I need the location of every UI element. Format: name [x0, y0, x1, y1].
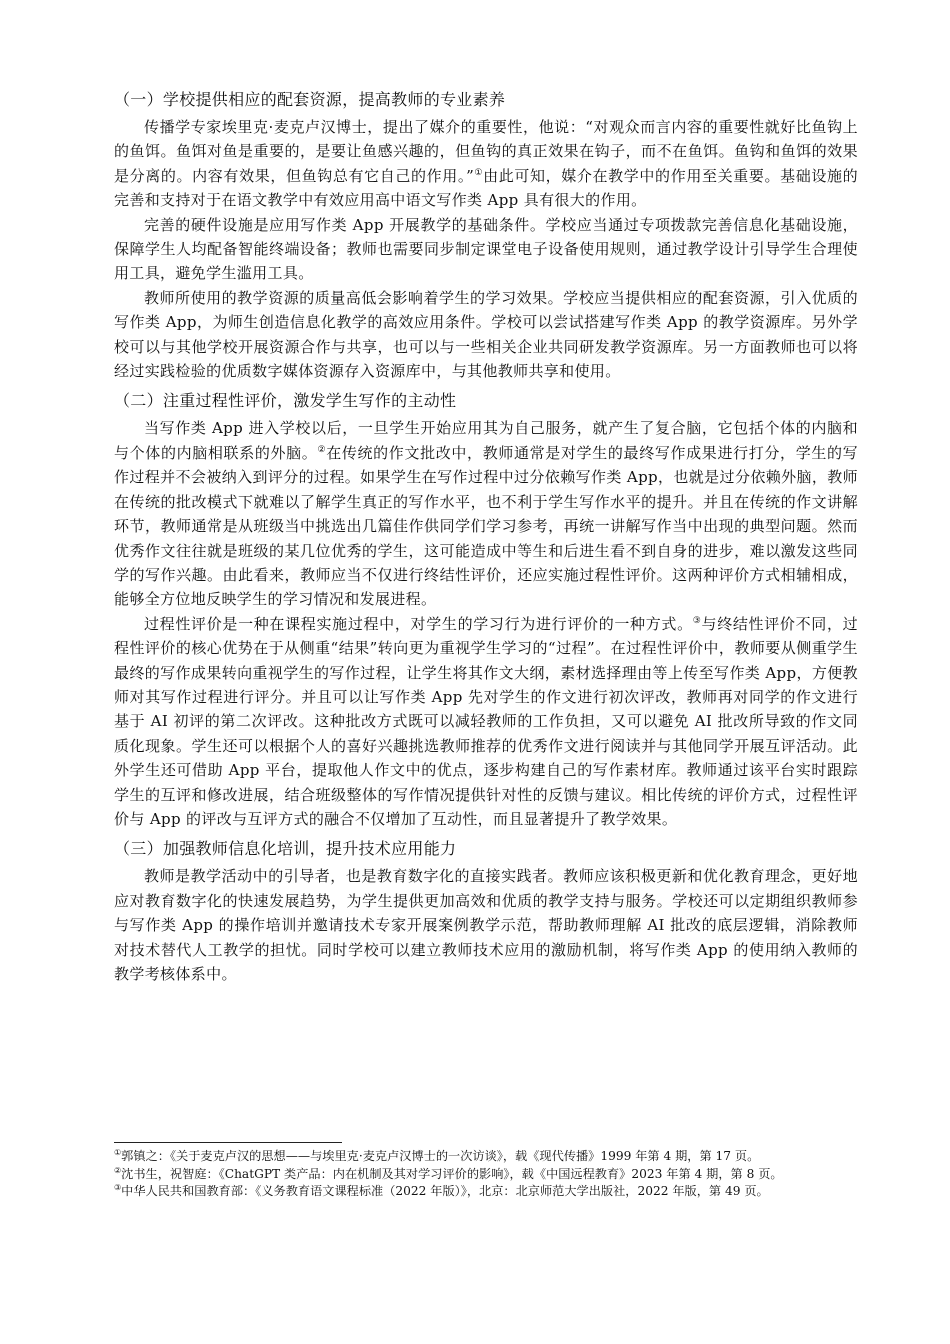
- section-2: [114, 389, 858, 831]
- section-heading: （三）加强教师信息化培训，提升技术应用能力: [114, 839, 457, 859]
- footnote-ref[interactable]: ①: [474, 167, 484, 178]
- footnote-mark: ②: [114, 1165, 122, 1175]
- paragraph: 当写作类 App 进入学校以后，一旦学生开始应用其为自己服务，就产生了复合脑，它包括个体的内脑和与个体的内脑相联系的外脑。②在传统的作文批改中，教师通常是对学生的最终写作成果进行打分，学生的写作过程并不会被纳入到评分的过程。如果学生在写作过程中过分依赖写作类 App，也就是过分依赖外脑，教师在传统的批改模式下就难以了解学生真正的写作水平，也不利于学生写作水平的提升。并且在传统的作文讲解环节，教师通常是从班级当中挑选出几篇佳作供同学们学习参考，再统一讲解写作当中出现的典型问题。然而优秀作文往往就是班级的某几位优秀的学生，这可能造成中等生和后进生看不到自身的进步，难以激发这些同学的写作兴趣。由此看来，教师应当不仅进行终结性评价，还应实施过程性评价。这两种评价方式相辅相成，能够全方位地反映学生的学习情况和发展进程。: [114, 419, 858, 609]
- footnote-item: ②沈书生，祝智庭：《ChatGPT 类产品：内在机制及其对学习评价的影响》，载《中国远程教育》2023 年第 4 期，第 8 页。: [114, 1165, 783, 1181]
- paragraph: 过程性评价是一种在课程实施过程中，对学生的学习行为进行评价的一种方式。③与终结性评价不同，过程性评价的核心优势在于从侧重“结果”转向更为重视学生学习的“过程”。在过程性评价中，教师要从侧重学生最终的写作成果转向重视学生的写作过程，让学生将其作文大纲，素材选择理由等上传至写作类 App，方便教师对其写作过程进行评分。并且可以让写作类 App 先对学生的作文进行初次评改，教师再对同学的作文进行基于 AI 初评的第二次评改。这种批改方式既可以减轻教师的工作负担，又可以避免 AI 批改所导致的作文同质化现象。学生还可以根据个人的喜好兴趣挑选教师推荐的优秀作文进行阅读并与其他同学开展互评活动。此外学生还可借助 App 平台，提取他人作文中的优点，逐步构建自己的写作素材库。教师通过该平台实时跟踪学生的互评和修改进展，结合班级整体的写作情况提供针对性的反馈与建议。相比传统的评价方式，过程性评价与 App 的评改与互评方式的融合不仅增加了互动性，而且显著提升了教学效果。: [114, 614, 858, 828]
- section-1: [114, 88, 858, 383]
- paragraph: 教师是教学活动中的引导者，也是教育数字化的直接实践者。教师应该积极更新和优化教育理念，更好地应对教育数字化的快速发展趋势，为学生提供更加高效和优质的教学支持与服务。学校还可以定期组织教师参与写作类 App 的操作培训并邀请技术专家开展案例教学示范，帮助教师理解 AI 批改的底层逻辑，消除教师对技术替代人工教学的担忧。同时学校可以建立教师技术应用的激励机制，将写作类 App 的使用纳入教师的教学考核体系中。: [114, 867, 858, 983]
- paragraph: 完善的硬件设施是应用写作类 App 开展教学的基础条件。学校应当通过专项拨款完善信息化基础设施，保障学生人均配备智能终端设备；教师也需要同步制定课堂电子设备使用规则，通过教学设计引导学生合理使用工具，避免学生滥用工具。: [114, 215, 858, 283]
- section-3: [114, 837, 858, 986]
- footnote-ref[interactable]: ③: [692, 615, 702, 626]
- footnote-ref[interactable]: ②: [317, 444, 327, 455]
- footnotes: [114, 1142, 858, 1202]
- footnote-item: ①郭镇之：《关于麦克卢汉的思想——与埃里克·麦克卢汉博士的一次访谈》，载《现代传播》1999 年第 4 期，第 17 页。: [114, 1147, 760, 1163]
- paragraph: 教师所使用的教学资源的质量高低会影响着学生的学习效果。学校应当提供相应的配套资源，引入优质的写作类 App，为师生创造信息化教学的高效应用条件。学校可以尝试搭建写作类 App 的教学资源库。另外学校可以与其他学校开展资源合作与共享，也可以与一些相关企业共同研发教学资源库。另一方面教师也可以将经过实践检验的优质数字媒体资源存入资源库中，与其他教师共享和使用。: [114, 288, 858, 381]
- section-heading: （一）学校提供相应的配套资源，提高教师的专业素养: [114, 90, 506, 109]
- section-heading: （二）注重过程性评价，激发学生写作的主动性: [114, 391, 457, 411]
- footnote-mark: ③: [114, 1182, 122, 1192]
- footnote-item: ③中华人民共和国教育部：《义务教育语文课程标准（2022 年版）》，北京：北京师范大学出版社，2022 年版，第 49 页。: [114, 1182, 769, 1198]
- document-body: [114, 88, 858, 992]
- footnote-mark: ①: [114, 1147, 122, 1157]
- paragraph: 传播学专家埃里克·麦克卢汉博士，提出了媒介的重要性，他说：“对观众而言内容的重要性就好比鱼钩上的鱼饵。鱼饵对鱼是重要的，是要让鱼感兴趣的，但鱼钩的真正效果在钩子，而不在鱼饵。鱼钩和鱼饵的效果是分离的。内容有效果，但鱼钩总有它自己的作用。”①由此可知，媒介在教学中的作用至关重要。基础设施的完善和支持对于在语文教学中有效应用高中语文写作类 App 具有很大的作用。: [114, 118, 859, 210]
- footnote-divider: [114, 1142, 342, 1143]
